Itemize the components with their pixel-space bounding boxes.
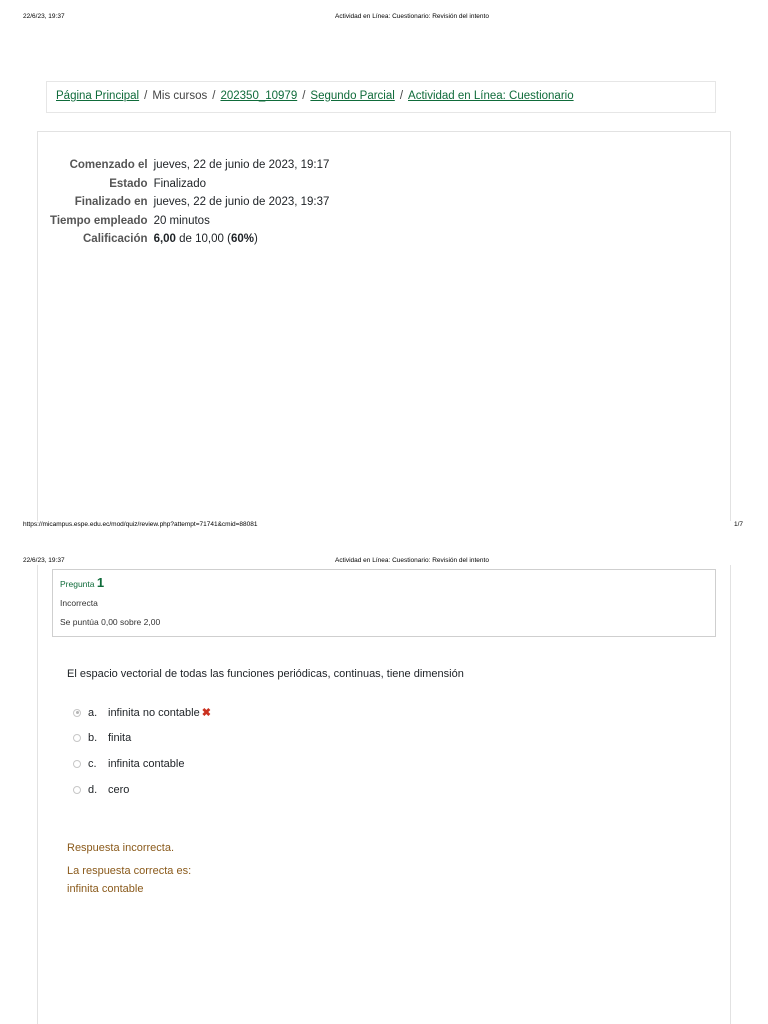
grade-value	[154, 230, 330, 249]
summary-row-started	[50, 156, 329, 175]
breadcrumb-home-link[interactable]: Página Principal	[56, 90, 140, 102]
breadcrumb-activity-link[interactable]: Actividad en Línea: Cuestionario	[408, 90, 574, 102]
grade-percent: 60%	[230, 233, 254, 246]
radio-icon[interactable]	[73, 734, 81, 742]
print-datetime: 22/6/23, 19:37	[23, 13, 65, 20]
question-info-box	[52, 569, 716, 637]
answer-option-b[interactable]	[73, 732, 131, 744]
finished-label: Finalizado en	[74, 196, 148, 209]
summary-row-finished	[50, 193, 329, 212]
grade-close: )	[253, 233, 258, 246]
answer-option-a[interactable]	[73, 706, 211, 719]
feedback-correct-answer: infinita contable	[67, 883, 144, 895]
state-value: Finalizado	[153, 177, 206, 190]
option-letter: c.	[88, 758, 97, 770]
time-value: 20 minutos	[153, 214, 210, 227]
print-url: https://micampus.espe.edu.ec/mod/quiz/review.php?attempt=71741&cmid=88081	[23, 521, 258, 528]
state-label: Estado	[109, 177, 148, 190]
breadcrumb-separator: /	[399, 90, 404, 102]
incorrect-icon: ✖	[201, 707, 211, 719]
option-text: infinita contable	[108, 758, 185, 770]
breadcrumb-course-link[interactable]: 202350_10979	[220, 90, 298, 102]
breadcrumb-separator: /	[144, 90, 148, 102]
grade-label: Calificación	[83, 233, 148, 246]
time-label: Tiempo empleado	[50, 214, 148, 227]
question-label: Pregunta	[60, 579, 95, 589]
question-text: El espacio vectorial de todas las funciones periódicas, continuas, tiene dimensión	[67, 668, 464, 680]
radio-icon[interactable]	[73, 786, 81, 794]
breadcrumb-section-link[interactable]: Segundo Parcial	[310, 90, 395, 102]
option-text: infinita no contable	[108, 706, 200, 719]
summary-row-time	[50, 212, 329, 231]
option-letter: a.	[88, 706, 98, 719]
option-text: finita	[108, 732, 132, 744]
summary-row-grade	[50, 230, 329, 249]
print-datetime: 22/6/23, 19:37	[23, 557, 65, 564]
question-grade: Se puntúa 0,00 sobre 2,00	[60, 617, 161, 627]
breadcrumb	[46, 81, 716, 113]
option-letter: b.	[88, 732, 98, 744]
answer-option-c[interactable]	[73, 758, 184, 770]
breadcrumb-separator: /	[212, 90, 216, 102]
started-label: Comenzado el	[69, 159, 148, 172]
question-number	[60, 575, 104, 590]
option-text: cero	[108, 784, 130, 796]
print-title: Actividad en Línea: Cuestionario: Revisión del intento	[335, 13, 489, 20]
breadcrumb-separator: /	[302, 90, 306, 102]
print-title: Actividad en Línea: Cuestionario: Revisión del intento	[335, 557, 489, 564]
attempt-summary-table	[50, 156, 329, 249]
breadcrumb-mycourses: Mis cursos	[152, 90, 208, 102]
feedback-correct-label: La respuesta correcta es:	[67, 865, 192, 877]
answer-option-d[interactable]	[73, 784, 129, 796]
grade-of: de 10,00 (	[179, 233, 231, 246]
finished-value: jueves, 22 de junio de 2023, 19:37	[153, 196, 330, 209]
print-page-number: 1/7	[734, 521, 744, 528]
started-value: jueves, 22 de junio de 2023, 19:17	[153, 159, 330, 172]
question-state: Incorrecta	[60, 598, 98, 608]
grade-score: 6,00	[153, 233, 176, 246]
radio-selected-icon[interactable]	[73, 709, 81, 717]
option-letter: d.	[88, 784, 98, 796]
radio-icon[interactable]	[73, 760, 81, 768]
question-number-value: 1	[96, 575, 105, 590]
summary-row-state	[50, 175, 329, 194]
feedback-result: Respuesta incorrecta.	[67, 842, 174, 854]
